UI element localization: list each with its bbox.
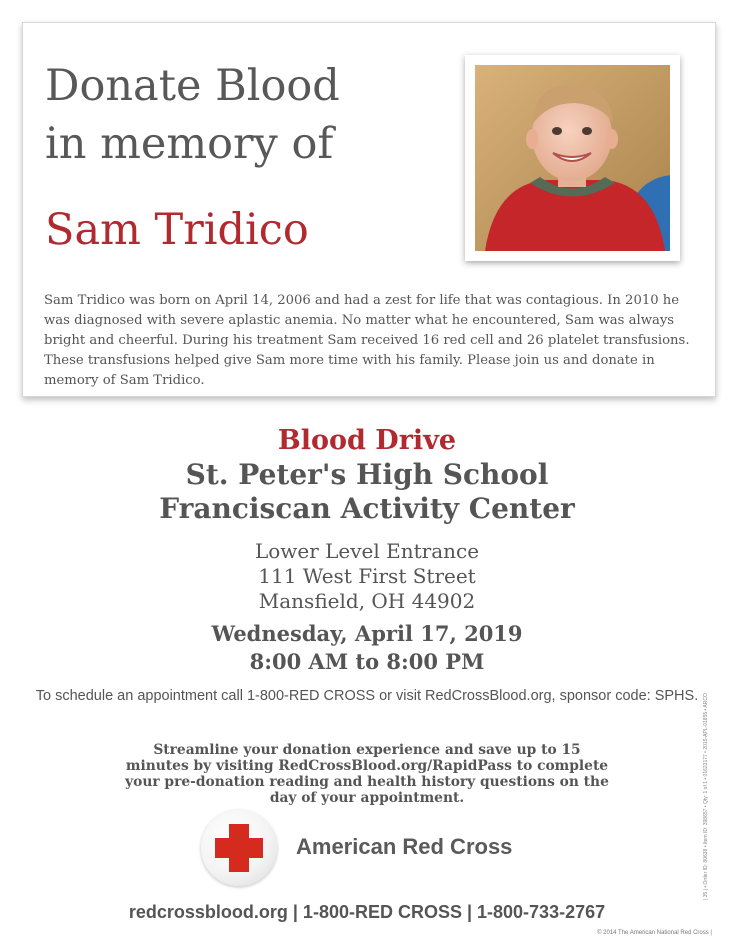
headline-line-2: in memory of	[45, 119, 334, 169]
venue-line-1: St. Peter's High School	[185, 458, 549, 491]
red-cross-logo	[201, 810, 277, 886]
red-cross-wordmark: American Red Cross	[296, 834, 513, 859]
story-paragraph: Sam Tridico was born on April 14, 2006 and had a zest for life that was contagious. In 2010 he was diagnosed with severe aplastic anemia. No matter what he encountered, Sam was always bright and cheerful. During his treatment Sam received 16 red cell and 26 platelet transfusions. These transfusions helped give Sam more time with his family. Please join us and donate in memory of Sam Tridico.	[44, 293, 690, 388]
address-line-3: Mansfield, OH 44902	[258, 589, 476, 613]
drive-date: Wednesday, April 17, 2019	[211, 621, 523, 646]
boy-portrait-image	[475, 65, 670, 251]
drive-time: 8:00 AM to 8:00 PM	[249, 649, 485, 674]
drive-title: Blood Drive	[277, 425, 457, 456]
schedule-instructions: To schedule an appointment call 1-800-RED CROSS or visit RedCrossBlood.org, sponsor code: SPHS.	[35, 688, 699, 704]
headline-line-1: Donate Blood	[45, 61, 340, 111]
memorial-card	[22, 22, 716, 397]
footer-contact: redcrossblood.org | 1-800-RED CROSS | 1-800-733-2767	[128, 902, 606, 922]
honoree-name: Sam Tridico	[45, 205, 309, 255]
headline	[45, 57, 340, 173]
honoree-photo-frame	[465, 55, 680, 261]
copyright-notice: © 2014 The American National Red Cross |	[597, 930, 712, 936]
venue-line-2: Franciscan Activity Center	[159, 492, 575, 525]
address-line-1: Lower Level Entrance	[254, 539, 480, 563]
honoree-photo	[475, 65, 670, 251]
print-order-code: | 35 | • Order ID: 80638 • Item ID: 398657 • Qty: 1 of 1 • 01623177 • 2015-APL-01855 • ARCO	[703, 693, 709, 900]
red-cross-icon	[201, 810, 277, 886]
address-line-2: 111 West First Street	[258, 564, 476, 588]
rapidpass-note: Streamline your donation experience and save up to 15 minutes by visiting RedCrossBlood.org/RapidPass to complete your pre-donation reading and health history questions on the day of your appointment.	[125, 742, 609, 806]
